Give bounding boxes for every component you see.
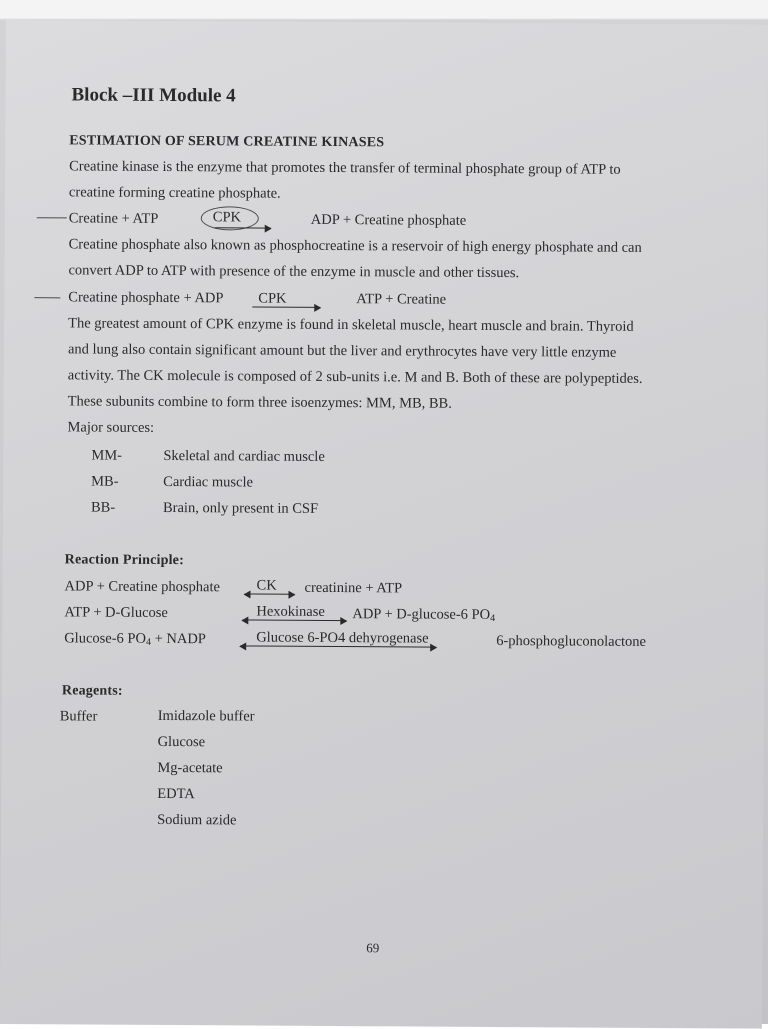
section-heading: ESTIMATION OF SERUM CREATINE KINASES bbox=[69, 133, 385, 151]
eq1-right: ADP + Creatine phosphate bbox=[310, 211, 467, 229]
page-number: 69 bbox=[366, 940, 380, 956]
reagent-buffer-label: Buffer bbox=[59, 708, 98, 725]
eq1-left: Creatine + ATP bbox=[68, 210, 159, 227]
reaction3-left: Glucose-6 $PO_4$ + NADP bbox=[64, 630, 206, 648]
reaction1-right: creatinine + ATP bbox=[304, 579, 403, 597]
reaction1-left: ADP + Creatine phosphate bbox=[64, 578, 221, 596]
source-code-mb: MB- bbox=[91, 473, 119, 490]
margin-tick bbox=[34, 297, 60, 298]
module-title: Block –III Module 4 bbox=[71, 84, 236, 107]
intro-line-1: Creatine kinase is the enzyme that promotes the transfer of terminal phosphate group of ATP to bbox=[69, 158, 621, 178]
reaction3-arrow bbox=[240, 645, 436, 647]
eq2-left: Creatine phosphate + ADP bbox=[68, 289, 224, 307]
eq1-enzyme: CPK bbox=[212, 209, 242, 226]
para3-line-3: activity. The CK molecule is composed of 2 sub-units i.e. M and B. Both of these are polypeptides. bbox=[67, 367, 643, 387]
para3-line-2: and lung also contain significant amount but the liver and erythrocytes have very little enzyme bbox=[67, 341, 617, 361]
reaction2-left: ATP + D-Glucose bbox=[64, 604, 168, 621]
eq2-arrow bbox=[252, 307, 320, 308]
document-page bbox=[0, 20, 768, 1029]
reagent-item: Mg-acetate bbox=[157, 759, 223, 777]
reaction2-right: ADP + D-glucose-6 $PO_4$ bbox=[352, 606, 496, 624]
eq2-enzyme: CPK bbox=[258, 290, 287, 307]
eq2-right: ATP + Creatine bbox=[356, 291, 447, 308]
source-code-bb: BB- bbox=[90, 499, 116, 516]
reagent-item: Imidazole buffer bbox=[157, 707, 255, 725]
reagent-item: EDTA bbox=[157, 785, 195, 803]
reaction1-arrow bbox=[244, 593, 294, 594]
para3-line-4: These subunits combine to form three isoenzymes: MM, MB, BB. bbox=[67, 393, 452, 412]
reaction2-arrow bbox=[242, 619, 346, 621]
reaction-heading: Reaction Principle: bbox=[64, 552, 185, 569]
para2-line-2: convert ADP to ATP with presence of the enzyme in muscle and other tissues. bbox=[68, 262, 520, 282]
reagent-item: Sodium azide bbox=[157, 811, 237, 829]
sources-label: Major sources: bbox=[67, 419, 155, 436]
intro-line-2: creatine forming creatine phosphate. bbox=[68, 184, 281, 202]
source-code-mm: MM- bbox=[91, 447, 123, 464]
para3-line-1: The greatest amount of CPK enzyme is found in skeletal muscle, heart muscle and brain. Thyroid bbox=[68, 315, 634, 335]
reaction3-enzyme: Glucose 6-PO4 dehyrogenase bbox=[256, 629, 429, 647]
source-desc-mb: Cardiac muscle bbox=[163, 473, 254, 491]
reaction1-enzyme: CK bbox=[256, 577, 277, 594]
reaction3-right: 6-phosphogluconolactone bbox=[496, 633, 647, 650]
source-desc-mm: Skeletal and cardiac muscle bbox=[163, 447, 325, 465]
reaction2-enzyme: Hexokinase bbox=[256, 603, 325, 620]
reagents-heading: Reagents: bbox=[61, 683, 123, 699]
margin-tick bbox=[37, 217, 67, 218]
source-desc-bb: Brain, only present in CSF bbox=[162, 499, 319, 517]
reagent-item: Glucose bbox=[157, 733, 206, 751]
para2-line-1: Creatine phosphate also known as phosphocreatine is a reservoir of high energy phosphate and can bbox=[68, 236, 642, 256]
